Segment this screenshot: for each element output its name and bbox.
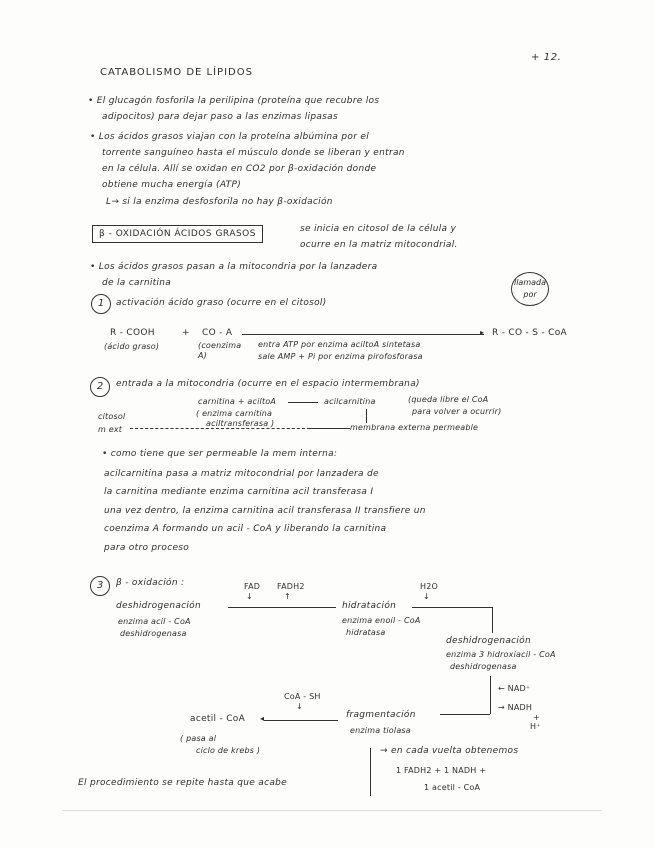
coash-label: CoA - SH [284, 692, 321, 701]
dehydrogenation-2: deshidrogenación [446, 636, 531, 646]
intro-bullet-2-line-1: • Los ácidos grasos viajan con la proteína albúmina por el [90, 132, 370, 142]
arrow-deh2-down [490, 676, 491, 714]
hplus-label: H⁺ [530, 722, 541, 731]
bottom-rule [62, 810, 602, 811]
intro-bullet-1-line-1: • El glucagón fosforila la perilipina (proteína que recubre los [88, 96, 380, 106]
nadh-plus: + [533, 713, 540, 722]
arrow-to-fragmentation [440, 714, 490, 715]
nadh-label: → NADH [498, 703, 533, 712]
step-2-number: 2 [90, 377, 110, 397]
reactant-1: R - COOH [110, 328, 155, 338]
intro-bullet-2-line-2: torrente sanguíneo hasta el músculo donde se liberan y entran [102, 148, 405, 158]
down-arrow-line [366, 409, 367, 423]
krebs-line-1: ( pasa al [180, 734, 217, 743]
step-1-title: activación ácido graso (ocurre en el citosol) [116, 298, 327, 308]
enzyme-label-1: ( enzima carnitina [196, 409, 273, 418]
result-line-3: 1 acetil - CoA [424, 783, 481, 792]
dehydrogenation-2-enzyme-2: deshidrogenasa [450, 662, 517, 671]
membrane-arrow [310, 428, 350, 429]
nad-label: ← NAD⁺ [498, 684, 531, 693]
step-2-paragraph-line-5: para otro proceso [104, 543, 190, 553]
dehydrogenation-2-enzyme-1: enzima 3 hidroxiacil - CoA [446, 650, 556, 659]
arrow-head-1: ▸ [480, 328, 485, 337]
arrow-frag-to-acetyl [264, 720, 338, 721]
plus-sign: + [182, 328, 190, 338]
result-line-2: 1 FADH2 + 1 NADH + [396, 766, 487, 775]
arrow-hid-to-deh2 [412, 607, 492, 608]
product-acyl-coa: R - CO - S - CoA [492, 328, 567, 338]
h2o-label: H2O [420, 582, 439, 591]
step-2-note: • como tiene que ser permeable la mem interna: [102, 449, 338, 459]
intro-bullet-2-line-3: en la célula. Allí se oxidan en CO2 por β-oxidación donde [102, 164, 377, 174]
fragmentation: fragmentación [346, 710, 416, 720]
step-1-arrow [242, 334, 484, 335]
beta-oxidation-box: β - OXIDACIÓN ÁCIDOS GRASOS [92, 225, 263, 243]
step-1-number: 1 [91, 294, 111, 314]
arrow-hid-down [492, 607, 493, 633]
krebs-line-2: ciclo de krebs ) [196, 746, 261, 755]
dehydrogenation-1-enzyme-1: enzima acil - CoA [118, 617, 191, 626]
membrane-dashed-line [130, 428, 310, 429]
reactant-2-subtitle: (coenzima A) [198, 341, 242, 360]
fad-label: FAD [244, 582, 261, 591]
reactant-1-subtitle: (ácido graso) [104, 342, 160, 351]
acil-note-line-1: (queda libre el CoA [408, 395, 489, 404]
dehydrogenation-1: deshidrogenación [116, 601, 201, 611]
membrane-label: membrana externa permeable [350, 423, 479, 432]
fragmentation-enzyme: enzima tiolasa [350, 726, 411, 735]
h2o-arrow: ↓ [423, 592, 430, 601]
step-3-title: β - oxidación : [116, 578, 185, 588]
step-3-number: 3 [90, 576, 110, 596]
repeat-note: El procedimiento se repite hasta que acabe [78, 778, 287, 788]
step-1-condition-2: sale AMP + Pi por enzima pirofosforasa [258, 352, 423, 361]
enzyme-label-2: aciltransferasa ) [206, 419, 275, 428]
acetyl-coa: acetil - CoA [190, 714, 246, 724]
acil-note-line-2: para volver a ocurrir) [412, 407, 502, 416]
page-number: + 12. [531, 52, 562, 63]
hydration-enzyme-1: enzima enoil - CoA [342, 616, 421, 625]
side-label-citosol: citosol [98, 412, 126, 421]
acilcarnitina-label: acilcarnitina [324, 397, 376, 406]
step-2-paragraph-line-4: coenzima A formando un acil - CoA y liberando la carnitina [104, 524, 387, 534]
divider-bar [370, 748, 371, 796]
fad-arrow: ↓ [246, 592, 253, 601]
step-2-paragraph-line-3: una vez dentro, la enzima carnitina acil transferasa II transfiere un [104, 506, 426, 516]
transport-line-2: de la carnitina [102, 278, 172, 288]
box-description-line-1: se inicia en citosol de la célula y [300, 224, 457, 234]
fadh2-arrow: ↑ [284, 592, 291, 601]
step-2-paragraph-line-2: la carnitina mediante enzima carnitina acil transferasa I [104, 487, 374, 497]
fadh2-label: FADH2 [277, 582, 305, 591]
arrow-deh1-to-hid [228, 607, 336, 608]
step-2-title: entrada a la mitocondria (ocurre en el espacio intermembrana) [116, 379, 420, 389]
step-2-paragraph-line-1: acilcarnitina pasa a matriz mitocondrial por lanzadera de [104, 469, 379, 479]
carnitina-circle-note: llamada por [511, 272, 549, 306]
arrow-head-acetyl: ◂ [260, 714, 265, 723]
hydration: hidratación [342, 601, 397, 611]
carnitina-reactants: carnitina + aciltoA [198, 397, 277, 406]
reactant-2: CO - A [202, 328, 233, 338]
coash-arrow: ↓ [296, 702, 303, 711]
transport-line-1: • Los ácidos grasos pasan a la mitocondria por la lanzadera [90, 262, 378, 272]
dehydrogenation-1-enzyme-2: deshidrogenasa [120, 629, 187, 638]
result-line-1: → en cada vuelta obtenemos [380, 746, 519, 756]
intro-bullet-2-line-4: obtiene mucha energía (ATP) [102, 180, 242, 190]
intro-bullet-1-line-2: adipocitos) para dejar paso a las enzimas lipasas [102, 112, 338, 122]
side-label-mext: m ext [98, 425, 123, 434]
carnitina-arrow [288, 402, 318, 403]
page-title: CATABOLISMO DE LÍPIDOS [100, 67, 253, 78]
hydration-enzyme-2: hidratasa [346, 628, 386, 637]
intro-note: L→ si la enzima desfosforila no hay β-oxidación [106, 197, 333, 207]
box-description-line-2: ocurre en la matriz mitocondrial. [300, 240, 458, 250]
step-1-condition-1: entra ATP por enzima aciltoA sintetasa [258, 340, 421, 349]
